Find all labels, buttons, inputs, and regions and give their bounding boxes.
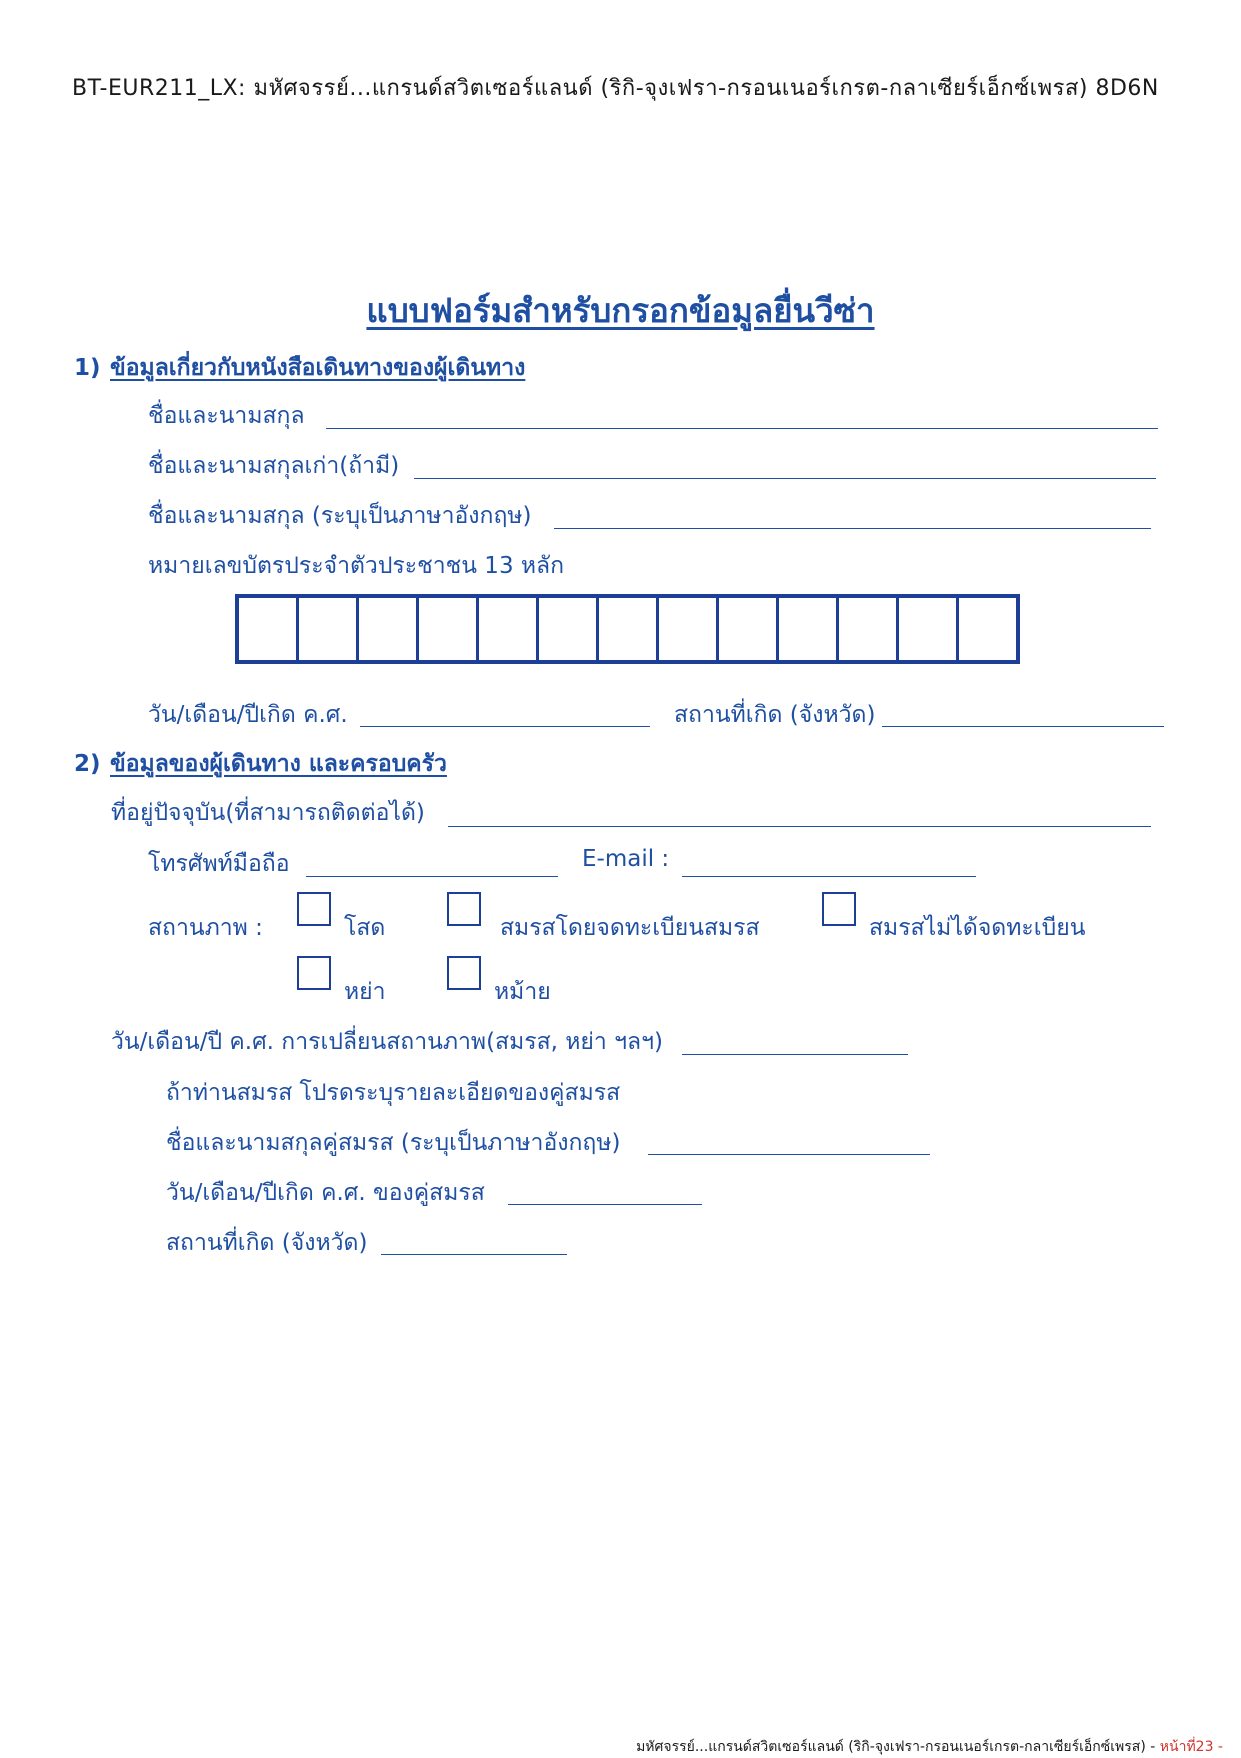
footer-text: มหัศจรรย์...แกรนด์สวิตเซอร์แลนด์ (ริกิ-จุงเฟรา-กรอนเนอร์เกรต-กลาเซียร์เอ็กซ์เพรส) - [636, 1739, 1156, 1755]
phone-label: โทรศัพท์มือถือ [148, 851, 290, 877]
id-number-boxes[interactable] [235, 594, 1020, 664]
phone-field[interactable] [306, 876, 558, 877]
status-single-label: โสด [344, 915, 386, 941]
id-digit-box[interactable] [359, 598, 419, 660]
email-label: E-mail : [582, 846, 670, 872]
section1-title: ข้อมูลเกี่ยวกับหนังสือเดินทางของผู้เดินทาง [110, 355, 526, 381]
status-married-unregistered-checkbox[interactable] [822, 892, 856, 926]
id-digit-box[interactable] [659, 598, 719, 660]
section2-title: ข้อมูลของผู้เดินทาง และครอบครัว [110, 751, 447, 777]
status-married-registered-checkbox[interactable] [447, 892, 481, 926]
id-digit-box[interactable] [599, 598, 659, 660]
status-widowed-label: หม้าย [494, 979, 551, 1005]
spouse-dob-field[interactable] [508, 1204, 702, 1205]
page-number: หน้าที่23 - [1159, 1739, 1223, 1755]
spouse-name-label: ชื่อและนามสกุลคู่สมรส (ระบุเป็นภาษาอังกฤษ) [166, 1130, 621, 1156]
section2-heading [74, 746, 447, 782]
section1-heading [74, 350, 525, 386]
id-digit-box[interactable] [779, 598, 839, 660]
english-name-field[interactable] [554, 528, 1151, 529]
old-name-label: ชื่อและนามสกุลเก่า(ถ้ามี) [148, 453, 400, 479]
spouse-dob-label: วัน/เดือน/ปีเกิด ค.ศ. ของคู่สมรส [166, 1180, 485, 1206]
status-divorced-checkbox[interactable] [297, 956, 331, 990]
dob-field[interactable] [360, 726, 650, 727]
status-widowed-checkbox[interactable] [447, 956, 481, 990]
status-change-label: วัน/เดือน/ปี ค.ศ. การเปลี่ยนสถานภาพ(สมรส, หย่า ฯลฯ) [111, 1029, 664, 1055]
id-digit-box[interactable] [239, 598, 299, 660]
status-divorced-label: หย่า [344, 979, 386, 1005]
birthplace-label: สถานที่เกิด (จังหวัด) [674, 702, 876, 728]
form-title: แบบฟอร์มสำหรับกรอกข้อมูลยื่นวีซ่า [366, 291, 875, 330]
id-digit-box[interactable] [539, 598, 599, 660]
birthplace-field[interactable] [882, 726, 1164, 727]
id-digit-box[interactable] [299, 598, 359, 660]
spouse-name-field[interactable] [648, 1154, 930, 1155]
status-single-checkbox[interactable] [297, 892, 331, 926]
id-digit-box[interactable] [719, 598, 779, 660]
address-label: ที่อยู่ปัจจุบัน(ที่สามารถติดต่อได้) [111, 800, 425, 826]
status-married-registered-label: สมรสโดยจดทะเบียนสมรส [500, 915, 760, 941]
name-field[interactable] [326, 428, 1158, 429]
id-digit-box[interactable] [839, 598, 899, 660]
page-footer [636, 1736, 1223, 1758]
id-number-label: หมายเลขบัตรประจำตัวประชาชน 13 หลัก [148, 553, 565, 579]
address-field[interactable] [448, 826, 1151, 827]
dob-label: วัน/เดือน/ปีเกิด ค.ศ. [148, 702, 348, 728]
spouse-birthplace-label: สถานที่เกิด (จังหวัด) [166, 1230, 368, 1256]
status-label: สถานภาพ : [148, 915, 263, 941]
id-digit-box[interactable] [419, 598, 479, 660]
section2-number: 2) [74, 751, 101, 777]
spouse-intro: ถ้าท่านสมรส โปรดระบุรายละเอียดของคู่สมรส [166, 1080, 621, 1106]
spouse-birthplace-field[interactable] [381, 1254, 567, 1255]
id-digit-box[interactable] [899, 598, 959, 660]
email-field[interactable] [682, 876, 976, 877]
name-label: ชื่อและนามสกุล [148, 403, 305, 429]
id-digit-box[interactable] [479, 598, 539, 660]
document-header: BT-EUR211_LX: มหัศจรรย์...แกรนด์สวิตเซอร์แลนด์ (ริกิ-จุงเฟรา-กรอนเนอร์เกรต-กลาเซียร์เอ็กซ์เพรส) 8D6N [72, 76, 1159, 101]
section1-number: 1) [74, 355, 101, 381]
old-name-field[interactable] [414, 478, 1156, 479]
status-change-field[interactable] [682, 1054, 908, 1055]
id-digit-box[interactable] [959, 598, 1016, 660]
status-married-unregistered-label: สมรสไม่ได้จดทะเบียน [869, 915, 1086, 941]
english-name-label: ชื่อและนามสกุล (ระบุเป็นภาษาอังกฤษ) [148, 503, 532, 529]
